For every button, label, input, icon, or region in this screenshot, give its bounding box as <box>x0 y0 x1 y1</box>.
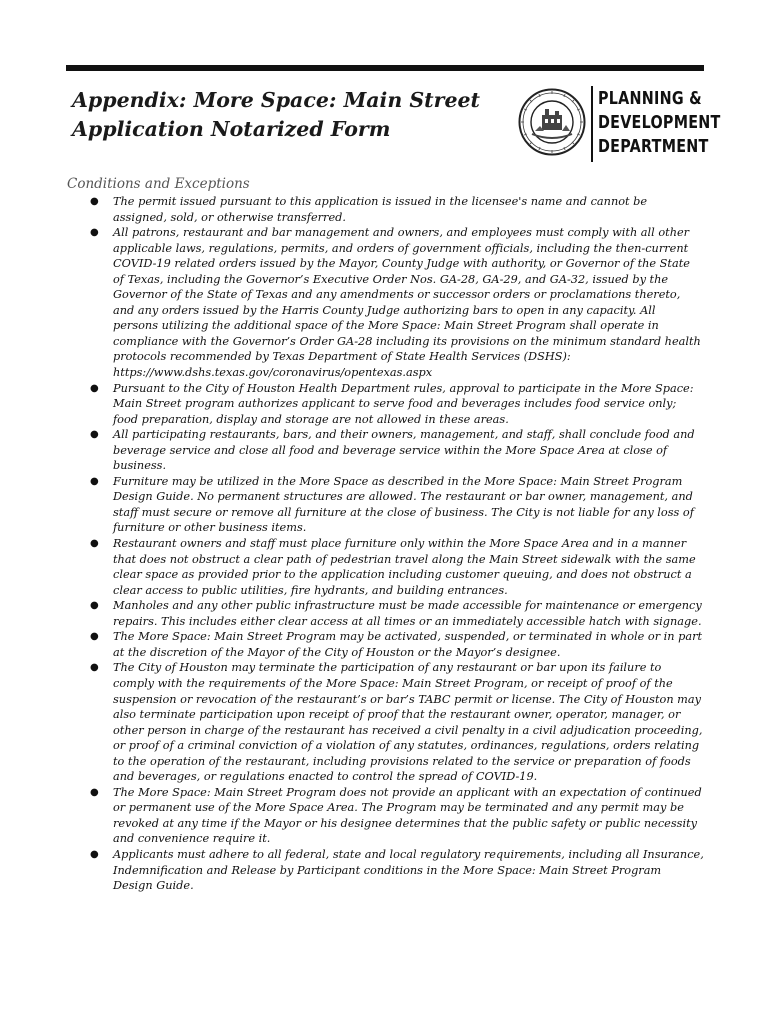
bullet-icon: ● <box>90 196 99 207</box>
list-item-text: The More Space: Main Street Program may be activated, suspended, or terminated in whole or in part at the discretion of the Mayor of the City of Houston or the Mayor’s designee. <box>113 630 703 659</box>
list-item <box>88 660 704 784</box>
list-item-text: The More Space: Main Street Program does not provide an applicant with an expectation of continued or permanent use of the More Space Area. The Program may be terminated and any permit may be revoked at any time if the Mayor or his designee determines that the public safety or public necessity and convenience require it. <box>113 785 702 846</box>
list-item-text: All patrons, restaurant and bar management and owners, and employees must comply with all other applicable laws, regulations, permits, and orders of government officials, including the then-current COVID-19 related orders issued by the Mayor, County Judge with authority, or Governor of the State of Texas, including the Governor’s Executive Order Nos. GA-28, GA-29, and GA-32, issued by the Governor of the State of Texas and any amendments or successor orders or proclamations thereto, and any orders issued by the Harris County Judge authorizing bars to open in any capacity. All persons utilizing the additional space of the More Space: Main Street Program shall operate in compliance with the Governor’s Order GA-28 including its provisions on the minimum standard health protocols recommended by Texas Department of State Health Services (DSHS): https://www.dshs.texas.gov/coronavirus/opentexas.aspx <box>113 226 701 380</box>
section-heading: Conditions and Exceptions <box>67 176 250 192</box>
bullet-icon: ● <box>90 227 99 239</box>
list-item <box>88 427 704 474</box>
list-item-text: Furniture may be utilized in the More Space as described in the More Space: Main Street Program Design Guide. No permanent structures are allowed. The restaurant or bar owner, management, and staff must secure or remove all furniture at the close of business. The City is not liable for any loss of furniture or other business items. <box>113 474 694 535</box>
department-line: DEPARTMENT <box>598 137 709 157</box>
list-item-text: Applicants must adhere to all federal, state and local regulatory requirements, including all Insurance, Indemnification and Release by Participant conditions in the More Space: Main Street Program Design Guide. <box>113 847 704 893</box>
conditions-list <box>88 194 704 894</box>
bullet-icon: ● <box>90 662 99 674</box>
bullet-icon: ● <box>90 429 99 441</box>
bullet-icon: ● <box>90 475 99 487</box>
list-item <box>88 225 704 380</box>
department-logotype <box>598 87 721 159</box>
list-item <box>88 598 704 629</box>
list-item <box>88 785 704 847</box>
list-item <box>88 474 704 536</box>
bullet-icon: ● <box>90 786 99 798</box>
list-item <box>88 847 704 894</box>
city-seal-icon <box>518 88 586 156</box>
bullet-icon: ● <box>90 538 99 550</box>
list-item-text: Pursuant to the City of Houston Health Department rules, approval to participate in the More Space: Main Street program authorizes applicant to serve food and beverages includes food service only; food preparation, display and storage are not allowed in these areas. <box>113 381 694 426</box>
bullet-icon: ● <box>90 848 99 860</box>
header-rule <box>66 65 704 71</box>
bullet-icon: ● <box>90 631 99 643</box>
page-title: Appendix: More Space: Main Street Application Notarized Form <box>72 88 480 141</box>
list-item <box>88 194 704 225</box>
list-item <box>88 629 704 660</box>
bullet-icon: ● <box>90 382 99 394</box>
list-item-text: All participating restaurants, bars, and their owners, management, and staff, shall conclude food and beverage service and close all food and beverage service within the More Space Area at close of business. <box>113 428 695 473</box>
list-item-text: Restaurant owners and staff must place furniture only within the More Space Area and in a manner that does not obstruct a clear path of pedestrian travel along the Main Street sidewalk with the same clear space as provided prior to the application including customer queuing, and does not obstruct a clear access to public utilities, fire hydrants, and building entrances. <box>113 537 696 597</box>
header-divider <box>591 86 593 162</box>
department-line: PLANNING & <box>598 89 702 109</box>
list-item <box>88 536 704 598</box>
bullet-icon: ● <box>90 600 99 612</box>
department-line: DEVELOPMENT <box>598 113 721 133</box>
list-item-text: Manholes and any other public infrastructure must be made accessible for maintenance or emergency repairs. This includes either clear access at all times or an immediately accessible hatch with signage. <box>113 599 702 628</box>
list-item-text: The City of Houston may terminate the participation of any restaurant or bar upon its failure to comply with the requirements of the More Space: Main Street Program, or receipt of proof of the suspension or revocation of the restaurant’s or bar’s TABC permit or license. The City of Houston may also terminate participation upon receipt of proof that the restaurant owner, operator, manager, or other person in charge of the restaurant has received a civil penalty in a civil adjudication proceeding, or proof of a criminal conviction of a violation of any statutes, ordinances, regulations, orders relating to the operation of the restaurant, including provisions related to the service or preparation of foods and beverages, or regulations enacted to control the spread of COVID-19. <box>113 661 703 784</box>
list-item-text: The permit issued pursuant to this application is issued in the licensee's name and cannot be assigned, sold, or otherwise transferred. <box>113 195 648 224</box>
list-item <box>88 381 704 428</box>
